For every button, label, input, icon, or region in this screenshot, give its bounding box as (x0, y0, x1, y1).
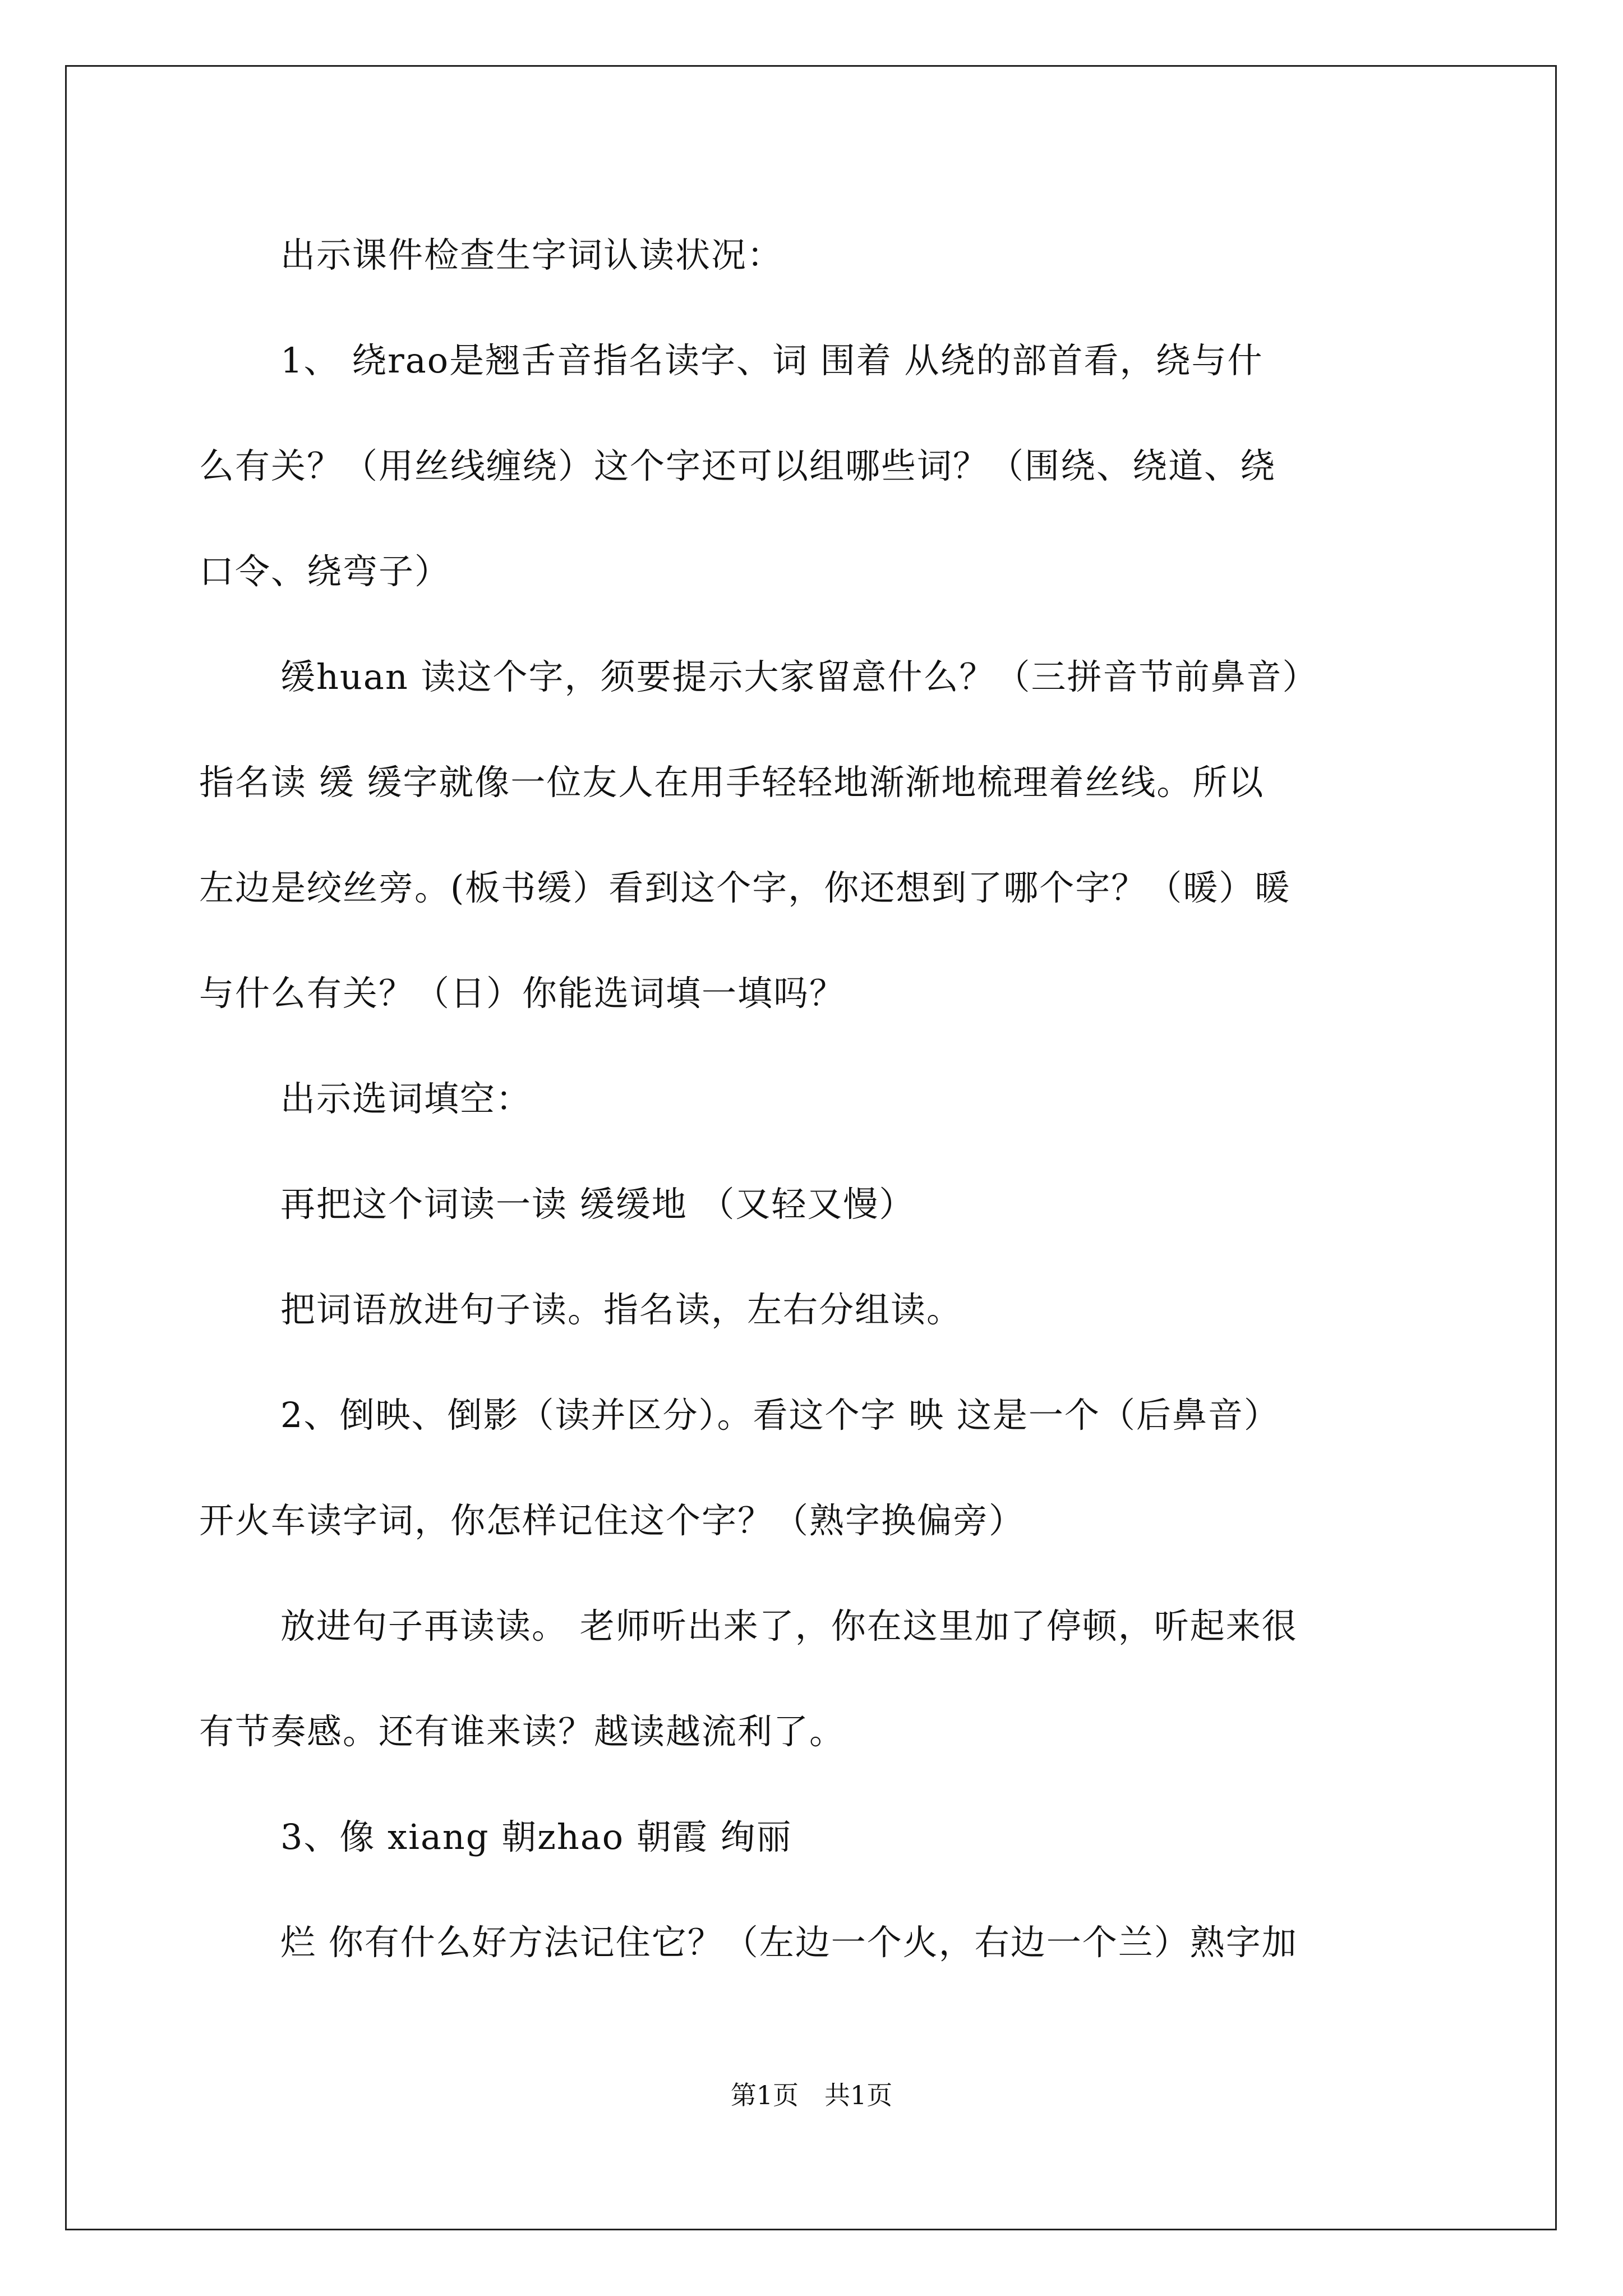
page-border (65, 65, 1557, 2230)
text-line-16: 3、像 xiang 朝zhao 朝霞 绚丽 (280, 1816, 792, 1857)
text-line-5: 缓huan 读这个字，须要提示大家留意什么？（三拼音节前鼻音） (280, 656, 1318, 697)
text-line-7: 左边是绞丝旁。(板书缓）看到这个字，你还想到了哪个字？（暖）暖 (199, 867, 1291, 908)
text-line-13: 开火车读字词，你怎样记住这个字？（熟字换偏旁） (199, 1500, 1025, 1541)
text-line-12: 2、倒映、倒影（读并区分）。看这个字 映 这是一个（后鼻音） (280, 1395, 1280, 1435)
text-line-8: 与什么有关？（日）你能选词填一填吗？ (199, 973, 846, 1014)
text-line-4: 口令、绕弯子） (199, 551, 451, 592)
text-line-1: 出示课件检查生字词认读状况： (280, 234, 783, 275)
text-line-6: 指名读 缓 缓字就像一位友人在用手轻轻地渐渐地梳理着丝线。所以 (199, 762, 1265, 803)
text-line-2: 1、 绕rao是翘舌音指名读字、词 围着 从绕的部首看，绕与什 (280, 340, 1264, 381)
text-line-14: 放进句子再读读。 老师听出来了，你在这里加了停顿，听起来很 (280, 1605, 1298, 1646)
text-line-17: 烂 你有什么好方法记住它？（左边一个火，右边一个兰）熟字加 (280, 1922, 1298, 1963)
text-line-15: 有节奏感。还有谁来读？越读越流利了。 (199, 1711, 846, 1752)
page-footer: 第1页 共1页 (730, 2080, 893, 2110)
text-line-11: 把词语放进句子读。指名读，左右分组读。 (280, 1289, 963, 1330)
text-line-9: 出示选词填空： (280, 1078, 532, 1119)
text-line-3: 么有关？（用丝线缠绕）这个字还可以组哪些词？（围绕、绕道、绕 (199, 445, 1276, 486)
text-line-10: 再把这个词读一读 缓缓地 （又轻又慢） (280, 1184, 915, 1225)
